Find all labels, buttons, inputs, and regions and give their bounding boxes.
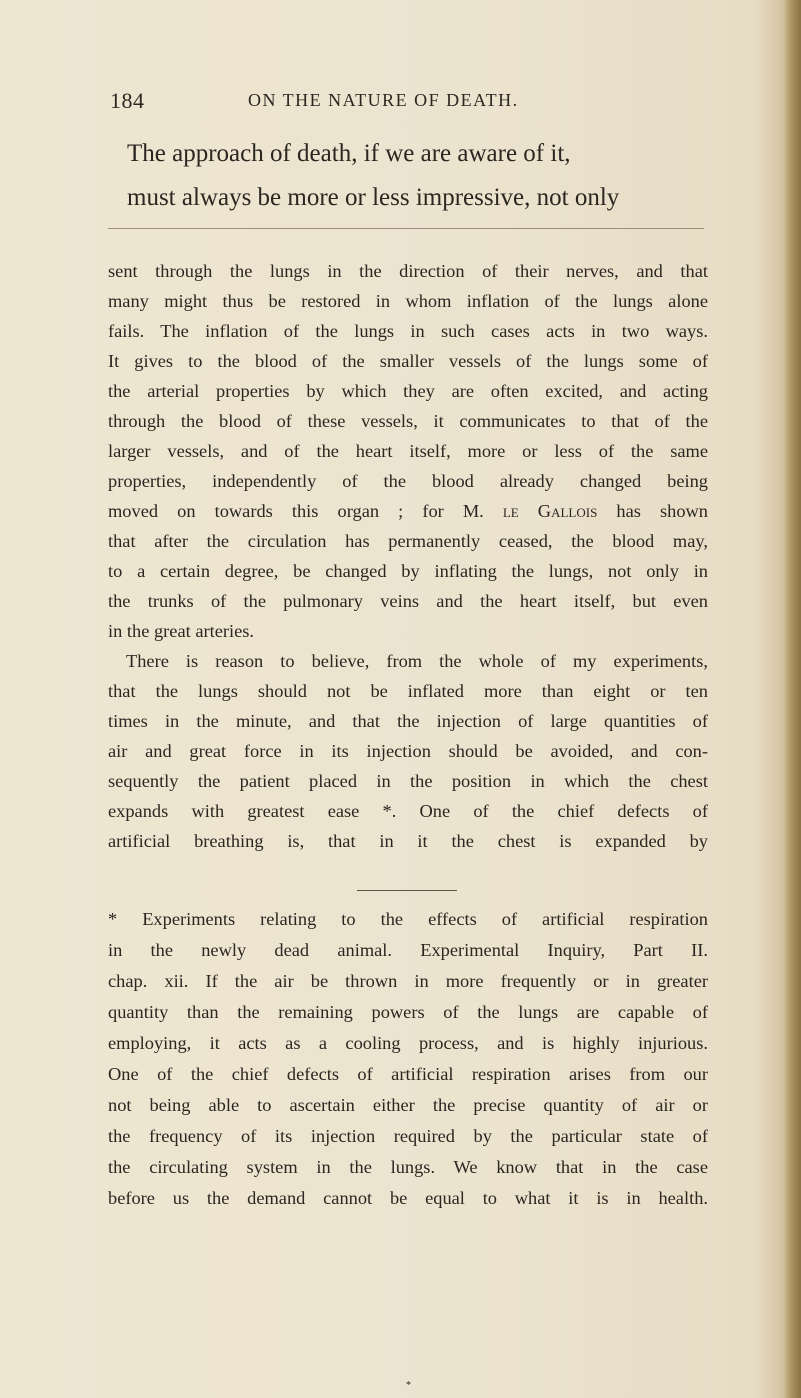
footnote-line: chap. xii. If the air be thrown in more frequently or in greater <box>108 971 708 991</box>
section-rule <box>108 228 704 229</box>
footnote-line: quantity than the remaining powers of the lungs are capable of <box>108 1002 708 1022</box>
body-line: artificial breathing is, that in it the chest is expanded by <box>108 831 708 851</box>
footnote-line: in the newly dead animal. Experimental Inquiry, Part II. <box>108 940 708 960</box>
footnote-line: the frequency of its injection required by the particular state of <box>108 1126 708 1146</box>
body-line: through the blood of these vessels, it communicates to that of the <box>108 411 708 431</box>
lead-line: The approach of death, if we are aware of it, <box>127 140 571 167</box>
body-line: the arterial properties by which they are often excited, and acting <box>108 381 708 401</box>
body-text <box>108 256 708 856</box>
lead-line: must always be more or less impressive, not only <box>127 184 620 211</box>
body-line: that the lungs should not be inflated more than eight or ten <box>108 681 708 701</box>
footnote-line: the circulating system in the lungs. We know that in the case <box>108 1157 708 1177</box>
footnote-rule <box>357 890 457 891</box>
body-line: the trunks of the pulmonary veins and the heart itself, but even <box>108 591 708 611</box>
stray-mark: * <box>406 1380 411 1391</box>
footnote-line: One of the chief defects of artificial respiration arises from our <box>108 1064 708 1084</box>
lead-paragraph <box>127 132 707 220</box>
body-line: moved on towards this organ ; for M. le Gallois has shown <box>108 501 708 521</box>
body-line: sent through the lungs in the direction of their nerves, and that <box>108 261 708 281</box>
body-line: that after the circulation has permanently ceased, the blood may, <box>108 531 708 551</box>
body-line: properties, independently of the blood already changed being <box>108 471 708 491</box>
author-name: le Gallois <box>502 501 598 521</box>
page-number: 184 <box>110 88 145 113</box>
footnote-line: before us the demand cannot be equal to what it is in health. <box>108 1188 708 1208</box>
body-line: sequently the patient placed in the position in which the chest <box>108 771 708 791</box>
body-line: There is reason to believe, from the whole of my experiments, <box>126 651 708 671</box>
body-line: air and great force in its injection should be avoided, and con- <box>108 741 708 761</box>
body-line: many might thus be restored in whom inflation of the lungs alone <box>108 291 708 311</box>
body-line: times in the minute, and that the injection of large quantities of <box>108 711 708 731</box>
footnote-line: not being able to ascertain either the precise quantity of air or <box>108 1095 708 1115</box>
running-head: ON THE NATURE OF DEATH. <box>248 90 519 110</box>
page-header <box>110 88 710 118</box>
body-line: fails. The inflation of the lungs in such cases acts in two ways. <box>108 321 708 341</box>
body-line: in the great arteries. <box>108 621 255 641</box>
footnote-line: employing, it acts as a cooling process, and is highly injurious. <box>108 1033 708 1053</box>
body-line: It gives to the blood of the smaller vessels of the lungs some of <box>108 351 708 371</box>
body-line: to a certain degree, be changed by inflating the lungs, not only in <box>108 561 708 581</box>
footnote <box>108 904 708 1214</box>
body-line: expands with greatest ease *. One of the chief defects of <box>108 801 708 821</box>
page-edge <box>785 0 801 1398</box>
footnote-line: * Experiments relating to the effects of artificial respiration <box>108 909 708 929</box>
body-line: larger vessels, and of the heart itself, more or less of the same <box>108 441 708 461</box>
